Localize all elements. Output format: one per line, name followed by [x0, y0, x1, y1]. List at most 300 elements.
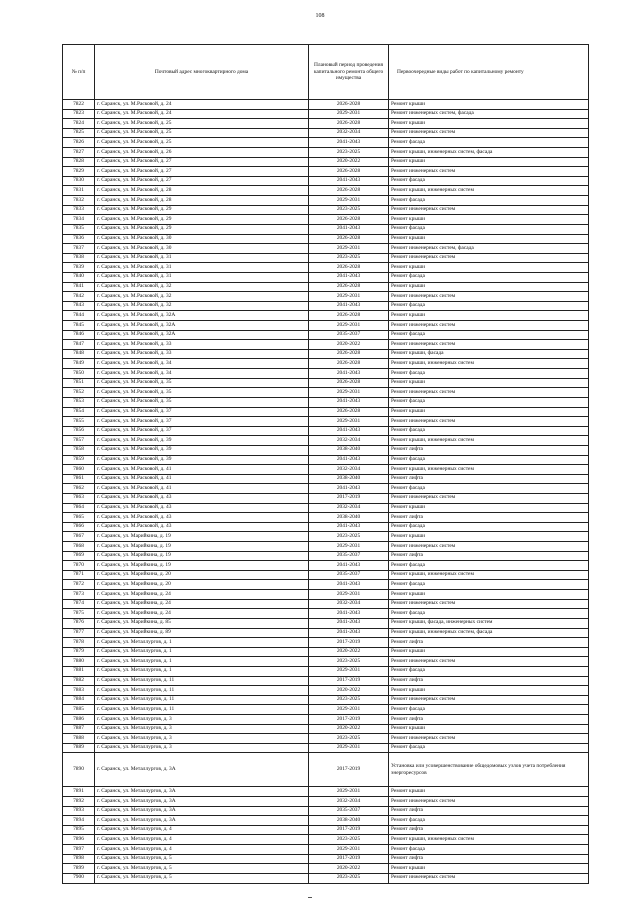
row-number: 7874	[63, 599, 95, 609]
row-works: Ремонт инженерных систем, фасада	[389, 244, 589, 254]
row-address: г. Саранск, ул. М.Расковой, д. 31	[95, 263, 309, 273]
row-address: г. Саранск, ул. Металлургов, д. 11	[95, 695, 309, 705]
row-works: Ремонт крыши, инженерных систем	[389, 570, 589, 580]
row-period: 2041-2043	[309, 176, 389, 186]
row-works: Ремонт инженерных систем	[389, 493, 589, 503]
row-period: 2032-2034	[309, 465, 389, 475]
row-number: 7899	[63, 864, 95, 874]
page-mark	[308, 897, 312, 898]
row-period: 2017-2019	[309, 493, 389, 503]
row-period: 2038-2040	[309, 445, 389, 455]
row-address: г. Саранск, ул. М.Расковой, д. 26	[95, 148, 309, 158]
row-address: г. Саранск, ул. М.Расковой, д. 34	[95, 369, 309, 379]
row-address: г. Саранск, ул. М.Расковой, д. 43	[95, 493, 309, 503]
row-works: Ремонт крыши	[389, 787, 589, 797]
row-period: 2026-2028	[309, 119, 389, 129]
row-works: Ремонт крыши	[389, 864, 589, 874]
row-works: Ремонт лифта	[389, 854, 589, 864]
row-works: Ремонт крыши	[389, 378, 589, 388]
row-address: г. Саранск, ул. М.Расковой, д. 29	[95, 215, 309, 225]
row-number: 7841	[63, 282, 95, 292]
row-address: г. Саранск, ул. М.Расковой, д. 39	[95, 445, 309, 455]
row-works: Ремонт крыши	[389, 234, 589, 244]
table-row	[63, 532, 589, 542]
row-number: 7851	[63, 378, 95, 388]
row-works: Ремонт фасада	[389, 743, 589, 753]
row-number: 7824	[63, 119, 95, 129]
row-address: г. Саранск, ул. М.Расковой, д. 32	[95, 282, 309, 292]
row-works: Ремонт фасада	[389, 369, 589, 379]
row-number: 7826	[63, 138, 95, 148]
table-row	[63, 436, 589, 446]
table-row	[63, 695, 589, 705]
row-period: 2029-2031	[309, 292, 389, 302]
table-row	[63, 369, 589, 379]
row-works: Ремонт фасада	[389, 330, 589, 340]
row-works: Ремонт инженерных систем	[389, 167, 589, 177]
table-row	[63, 493, 589, 503]
row-address: г. Саранск, ул. Марийкина, д. 24	[95, 599, 309, 609]
row-address: г. Саранск, ул. М.Расковой, д. 30	[95, 244, 309, 254]
row-works: Ремонт фасада	[389, 455, 589, 465]
row-number: 7834	[63, 215, 95, 225]
row-address: г. Саранск, ул. Металлургов, д. 1	[95, 657, 309, 667]
row-period: 2026-2028	[309, 167, 389, 177]
row-number: 7895	[63, 825, 95, 835]
row-works: Ремонт инженерных систем	[389, 417, 589, 427]
row-address: г. Саранск, ул. М.Расковой, д. 41	[95, 484, 309, 494]
row-number: 7822	[63, 100, 95, 110]
row-number: 7883	[63, 686, 95, 696]
row-period: 2029-2031	[309, 743, 389, 753]
table-row	[63, 186, 589, 196]
table-row	[63, 119, 589, 129]
row-works: Ремонт лифта	[389, 551, 589, 561]
table-row	[63, 109, 589, 119]
row-works: Ремонт инженерных систем	[389, 695, 589, 705]
row-works: Ремонт крыши	[389, 532, 589, 542]
row-period: 2017-2019	[309, 676, 389, 686]
row-period: 2041-2043	[309, 224, 389, 234]
row-number: 7836	[63, 234, 95, 244]
row-address: г. Саранск, ул. М.Расковой, д. 43	[95, 522, 309, 532]
row-number: 7831	[63, 186, 95, 196]
row-works: Ремонт крыши	[389, 724, 589, 734]
row-period: 2026-2028	[309, 215, 389, 225]
row-number: 7849	[63, 359, 95, 369]
row-works: Ремонт фасада	[389, 705, 589, 715]
row-works: Ремонт фасада	[389, 484, 589, 494]
table-row	[63, 816, 589, 826]
row-number: 7898	[63, 854, 95, 864]
row-works: Ремонт инженерных систем	[389, 873, 589, 883]
table-row	[63, 743, 589, 753]
row-works: Ремонт инженерных систем	[389, 205, 589, 215]
row-works: Ремонт фасада	[389, 176, 589, 186]
table-row	[63, 465, 589, 475]
table-row	[63, 873, 589, 883]
table-header	[63, 45, 589, 100]
row-address: г. Саранск, ул. Металлургов, д. 5	[95, 854, 309, 864]
row-period: 2032-2034	[309, 436, 389, 446]
row-works: Ремонт крыши	[389, 647, 589, 657]
table-row	[63, 196, 589, 206]
row-period: 2029-2031	[309, 590, 389, 600]
row-works: Ремонт крыши, инженерных систем	[389, 186, 589, 196]
row-works: Ремонт инженерных систем	[389, 657, 589, 667]
table-row	[63, 638, 589, 648]
row-period: 2038-2040	[309, 474, 389, 484]
row-address: г. Саранск, ул. Металлургов, д. 11	[95, 705, 309, 715]
row-address: г. Саранск, ул. Металлургов, д. 11	[95, 686, 309, 696]
row-period: 2035-2037	[309, 551, 389, 561]
table-row	[63, 797, 589, 807]
row-number: 7854	[63, 407, 95, 417]
row-works: Ремонт фасада	[389, 561, 589, 571]
row-period: 2032-2034	[309, 128, 389, 138]
row-period: 2041-2043	[309, 272, 389, 282]
row-number: 7890	[63, 753, 95, 787]
row-period: 2029-2031	[309, 787, 389, 797]
row-period: 2038-2040	[309, 816, 389, 826]
row-address: г. Саранск, ул. М.Расковой, д. 37	[95, 407, 309, 417]
row-period: 2026-2028	[309, 349, 389, 359]
row-period: 2029-2031	[309, 666, 389, 676]
table-row	[63, 263, 589, 273]
row-number: 7827	[63, 148, 95, 158]
row-number: 7828	[63, 157, 95, 167]
table-row	[63, 301, 589, 311]
table-row	[63, 580, 589, 590]
row-address: г. Саранск, ул. М.Расковой, д. 35	[95, 397, 309, 407]
row-period: 2023-2025	[309, 657, 389, 667]
row-works: Ремонт фасада	[389, 301, 589, 311]
row-works: Ремонт крыши	[389, 119, 589, 129]
row-number: 7830	[63, 176, 95, 186]
row-number: 7858	[63, 445, 95, 455]
table-row	[63, 176, 589, 186]
row-number: 7863	[63, 493, 95, 503]
table-row	[63, 570, 589, 580]
row-address: г. Саранск, ул. Марийкина, д. 20	[95, 580, 309, 590]
row-address: г. Саранск, ул. Металлургов, д. 3	[95, 743, 309, 753]
table-row	[63, 666, 589, 676]
table-row	[63, 806, 589, 816]
table-row	[63, 753, 589, 787]
row-address: г. Саранск, ул. М.Расковой, д. 43	[95, 513, 309, 523]
row-period: 2023-2025	[309, 835, 389, 845]
row-period: 2029-2031	[309, 845, 389, 855]
row-number: 7887	[63, 724, 95, 734]
row-address: г. Саранск, ул. Металлургов, д. 4	[95, 825, 309, 835]
table-row	[63, 825, 589, 835]
table-row	[63, 340, 589, 350]
row-number: 7886	[63, 715, 95, 725]
row-period: 2017-2019	[309, 715, 389, 725]
table-row	[63, 359, 589, 369]
row-works: Ремонт инженерных систем	[389, 734, 589, 744]
row-period: 2041-2043	[309, 426, 389, 436]
row-period: 2041-2043	[309, 522, 389, 532]
row-address: г. Саранск, ул. М.Расковой, д. 41	[95, 474, 309, 484]
row-number: 7880	[63, 657, 95, 667]
row-works: Ремонт крыши, инженерных систем	[389, 436, 589, 446]
row-number: 7861	[63, 474, 95, 484]
row-address: г. Саранск, ул. Марийкина, д. 89	[95, 628, 309, 638]
row-address: г. Саранск, ул. Марийкина, д. 19	[95, 542, 309, 552]
row-period: 2029-2031	[309, 705, 389, 715]
row-number: 7878	[63, 638, 95, 648]
row-period: 2041-2043	[309, 580, 389, 590]
table-row	[63, 417, 589, 427]
row-number: 7872	[63, 580, 95, 590]
row-number: 7862	[63, 484, 95, 494]
row-number: 7823	[63, 109, 95, 119]
row-number: 7855	[63, 417, 95, 427]
row-period: 2041-2043	[309, 618, 389, 628]
row-address: г. Саранск, ул. Металлургов, д. 3	[95, 724, 309, 734]
row-number: 7868	[63, 542, 95, 552]
row-address: г. Саранск, ул. М.Расковой, д. 31	[95, 272, 309, 282]
row-address: г. Саранск, ул. Металлургов, д. 3А	[95, 816, 309, 826]
row-number: 7825	[63, 128, 95, 138]
table-row	[63, 100, 589, 110]
row-number: 7892	[63, 797, 95, 807]
table-row	[63, 138, 589, 148]
table-row	[63, 715, 589, 725]
row-period: 2017-2019	[309, 854, 389, 864]
row-works: Установка или усовершенствование общедомовых узлов учета потребления энергоресурсов	[389, 753, 589, 787]
row-period: 2026-2028	[309, 186, 389, 196]
table-row	[63, 676, 589, 686]
row-number: 7832	[63, 196, 95, 206]
row-address: г. Саранск, ул. М.Расковой, д. 31	[95, 253, 309, 263]
row-number: 7857	[63, 436, 95, 446]
table-row	[63, 311, 589, 321]
table-row	[63, 647, 589, 657]
row-works: Ремонт лифта	[389, 825, 589, 835]
row-address: г. Саранск, ул. Металлургов, д. 3А	[95, 753, 309, 787]
row-works: Ремонт крыши, фасада	[389, 349, 589, 359]
row-period: 2041-2043	[309, 484, 389, 494]
row-address: г. Саранск, ул. М.Расковой, д. 32	[95, 301, 309, 311]
row-address: г. Саранск, ул. М.Расковой, д. 24	[95, 109, 309, 119]
row-period: 2041-2043	[309, 609, 389, 619]
header-num: № п/п	[63, 45, 95, 100]
row-number: 7860	[63, 465, 95, 475]
table-row	[63, 445, 589, 455]
row-works: Ремонт крыши, инженерных систем	[389, 465, 589, 475]
row-period: 2035-2037	[309, 330, 389, 340]
row-works: Ремонт фасада	[389, 224, 589, 234]
table-row	[63, 224, 589, 234]
row-number: 7859	[63, 455, 95, 465]
row-period: 2041-2043	[309, 301, 389, 311]
row-period: 2020-2022	[309, 157, 389, 167]
table-row	[63, 864, 589, 874]
row-works: Ремонт крыши, фасада, инженерных систем	[389, 618, 589, 628]
row-works: Ремонт фасада	[389, 397, 589, 407]
row-works: Ремонт фасада	[389, 426, 589, 436]
row-works: Ремонт фасада	[389, 816, 589, 826]
row-address: г. Саранск, ул. М.Расковой, д. 27	[95, 157, 309, 167]
table-row	[63, 513, 589, 523]
row-number: 7881	[63, 666, 95, 676]
row-period: 2035-2037	[309, 806, 389, 816]
row-period: 2032-2034	[309, 797, 389, 807]
row-number: 7867	[63, 532, 95, 542]
header-works: Первоочередные виды работ по капитальному ремонту	[389, 45, 589, 100]
row-works: Ремонт крыши	[389, 263, 589, 273]
table-row	[63, 590, 589, 600]
row-works: Ремонт крыши	[389, 590, 589, 600]
row-number: 7897	[63, 845, 95, 855]
row-works: Ремонт крыши	[389, 100, 589, 110]
row-period: 2023-2025	[309, 532, 389, 542]
table-row	[63, 349, 589, 359]
row-number: 7853	[63, 397, 95, 407]
row-works: Ремонт лифта	[389, 638, 589, 648]
row-number: 7835	[63, 224, 95, 234]
table-row	[63, 272, 589, 282]
row-works: Ремонт фасада	[389, 138, 589, 148]
table-row	[63, 686, 589, 696]
row-period: 2020-2022	[309, 724, 389, 734]
table-row	[63, 609, 589, 619]
row-address: г. Саранск, ул. Марийкина, д. 85	[95, 618, 309, 628]
row-period: 2023-2025	[309, 205, 389, 215]
row-works: Ремонт инженерных систем	[389, 542, 589, 552]
row-number: 7882	[63, 676, 95, 686]
row-address: г. Саранск, ул. Металлургов, д. 1	[95, 647, 309, 657]
row-address: г. Саранск, ул. М.Расковой, д. 35	[95, 378, 309, 388]
row-address: г. Саранск, ул. М.Расковой, д. 32	[95, 292, 309, 302]
row-number: 7842	[63, 292, 95, 302]
table-row	[63, 234, 589, 244]
page-number: 108	[315, 13, 325, 19]
row-address: г. Саранск, ул. Металлургов, д. 5	[95, 873, 309, 883]
row-address: г. Саранск, ул. М.Расковой, д. 41	[95, 465, 309, 475]
table-row	[63, 845, 589, 855]
row-works: Ремонт инженерных систем	[389, 797, 589, 807]
row-period: 2041-2043	[309, 138, 389, 148]
row-period: 2029-2031	[309, 109, 389, 119]
row-address: г. Саранск, ул. М.Расковой, д. 32А	[95, 311, 309, 321]
row-address: г. Саранск, ул. М.Расковой, д. 35	[95, 388, 309, 398]
row-address: г. Саранск, ул. Марийкина, д. 19	[95, 561, 309, 571]
row-number: 7846	[63, 330, 95, 340]
table-row	[63, 854, 589, 864]
row-address: г. Саранск, ул. М.Расковой, д. 28	[95, 186, 309, 196]
row-number: 7870	[63, 561, 95, 571]
row-number: 7847	[63, 340, 95, 350]
row-period: 2020-2022	[309, 686, 389, 696]
row-period: 2035-2037	[309, 570, 389, 580]
row-period: 2026-2028	[309, 407, 389, 417]
table-row	[63, 378, 589, 388]
row-works: Ремонт крыши, инженерных систем, фасада	[389, 628, 589, 638]
row-works: Ремонт фасада	[389, 609, 589, 619]
row-address: г. Саранск, ул. Металлургов, д. 1	[95, 666, 309, 676]
row-number: 7875	[63, 609, 95, 619]
row-period: 2020-2022	[309, 647, 389, 657]
row-address: г. Саранск, ул. М.Расковой, д. 33	[95, 349, 309, 359]
row-number: 7888	[63, 734, 95, 744]
row-address: г. Саранск, ул. М.Расковой, д. 27	[95, 176, 309, 186]
row-works: Ремонт фасада	[389, 196, 589, 206]
row-works: Ремонт крыши, инженерных систем	[389, 359, 589, 369]
table-row	[63, 128, 589, 138]
row-period: 2017-2019	[309, 753, 389, 787]
table-row	[63, 705, 589, 715]
row-period: 2026-2028	[309, 359, 389, 369]
row-number: 7850	[63, 369, 95, 379]
row-works: Ремонт крыши	[389, 503, 589, 513]
row-address: г. Саранск, ул. Металлургов, д. 3А	[95, 797, 309, 807]
table-row	[63, 407, 589, 417]
row-address: г. Саранск, ул. М.Расковой, д. 32А	[95, 321, 309, 331]
row-number: 7891	[63, 787, 95, 797]
row-address: г. Саранск, ул. Металлургов, д. 1	[95, 638, 309, 648]
row-period: 2041-2043	[309, 455, 389, 465]
row-works: Ремонт лифта	[389, 676, 589, 686]
row-address: г. Саранск, ул. М.Расковой, д. 37	[95, 426, 309, 436]
table-row	[63, 734, 589, 744]
row-period: 2023-2025	[309, 734, 389, 744]
row-number: 7838	[63, 253, 95, 263]
row-number: 7845	[63, 321, 95, 331]
row-address: г. Саранск, ул. Металлургов, д. 4	[95, 835, 309, 845]
row-works: Ремонт крыши	[389, 686, 589, 696]
row-works: Ремонт фасада	[389, 845, 589, 855]
table-row	[63, 474, 589, 484]
row-address: г. Саранск, ул. М.Расковой, д. 43	[95, 503, 309, 513]
row-number: 7843	[63, 301, 95, 311]
row-period: 2026-2028	[309, 234, 389, 244]
row-period: 2029-2031	[309, 388, 389, 398]
row-works: Ремонт крыши, инженерных систем, фасада	[389, 148, 589, 158]
table-row	[63, 397, 589, 407]
table-row	[63, 148, 589, 158]
row-number: 7900	[63, 873, 95, 883]
table-row	[63, 724, 589, 734]
table-row	[63, 657, 589, 667]
row-address: г. Саранск, ул. Марийкина, д. 24	[95, 590, 309, 600]
row-period: 2032-2034	[309, 503, 389, 513]
row-period: 2020-2022	[309, 340, 389, 350]
table-row	[63, 787, 589, 797]
row-period: 2023-2025	[309, 253, 389, 263]
table-row	[63, 455, 589, 465]
table-row	[63, 426, 589, 436]
row-address: г. Саранск, ул. М.Расковой, д. 28	[95, 196, 309, 206]
row-period: 2026-2028	[309, 311, 389, 321]
row-period: 2020-2022	[309, 864, 389, 874]
row-works: Ремонт лифта	[389, 715, 589, 725]
row-number: 7865	[63, 513, 95, 523]
row-address: г. Саранск, ул. М.Расковой, д. 39	[95, 455, 309, 465]
table-row	[63, 215, 589, 225]
row-works: Ремонт инженерных систем	[389, 340, 589, 350]
row-address: г. Саранск, ул. Металлургов, д. 5	[95, 864, 309, 874]
table-row	[63, 321, 589, 331]
table-body	[63, 100, 589, 884]
row-works: Ремонт фасада	[389, 666, 589, 676]
row-works: Ремонт крыши, инженерных систем	[389, 835, 589, 845]
row-address: г. Саранск, ул. Металлургов, д. 3А	[95, 806, 309, 816]
row-address: г. Саранск, ул. М.Расковой, д. 34	[95, 359, 309, 369]
row-address: г. Саранск, ул. Марийкина, д. 20	[95, 570, 309, 580]
